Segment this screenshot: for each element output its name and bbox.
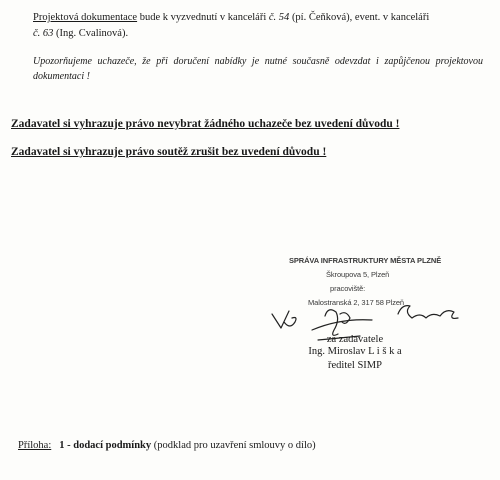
signatory-role: ředitel SIMP bbox=[328, 360, 382, 371]
stamp-line-1: SPRÁVA INFRASTRUKTURY MĚSTA PLZNĚ bbox=[289, 256, 442, 265]
room-number-2: č. 63 bbox=[33, 28, 54, 39]
heading-reservation-1: Zadavatel si vyhrazuje právo nevybrat žádného uchazeče bez uvedení důvodu ! bbox=[11, 118, 400, 130]
paragraph1-text-b: (pí. Čeňková), event. v kanceláři bbox=[289, 12, 430, 23]
documentation-link-text: Projektová dokumentace bbox=[33, 12, 138, 23]
attachment-item: 1 - dodací podmínky bbox=[59, 440, 152, 451]
stamp-line-3: pracoviště: bbox=[330, 284, 366, 293]
paragraph1-text-a: bude k vyzvednutí v kanceláři bbox=[137, 12, 269, 23]
heading-reservation-2: Zadavatel si vyhrazuje právo soutěž zrušit bez uvedení důvodu ! bbox=[11, 146, 327, 158]
stamp-line-2: Škroupova 5, Plzeň bbox=[326, 270, 390, 279]
attachment-label: Příloha: bbox=[18, 440, 52, 451]
paragraph-notice: Upozorňujeme uchazeče, že při doručení nabídky je nutné současně odevzdat i zapůjčenou projektovou dokumentaci ! bbox=[33, 56, 483, 82]
signatory-name: Ing. Miroslav L i š k a bbox=[308, 346, 402, 357]
paragraph1-text-c: (Ing. Cvalinová). bbox=[53, 28, 129, 39]
stamp-line-4: Malostranská 2, 317 58 Plzeň bbox=[308, 298, 405, 307]
paragraph-documentation bbox=[33, 10, 483, 42]
room-number-1: č. 54 bbox=[268, 12, 290, 23]
attachment-note: (podklad pro uzavření smlouvy o dílo) bbox=[151, 440, 316, 451]
attachment-line bbox=[18, 440, 316, 451]
za-zadavatele: za zadavatele bbox=[326, 334, 384, 345]
